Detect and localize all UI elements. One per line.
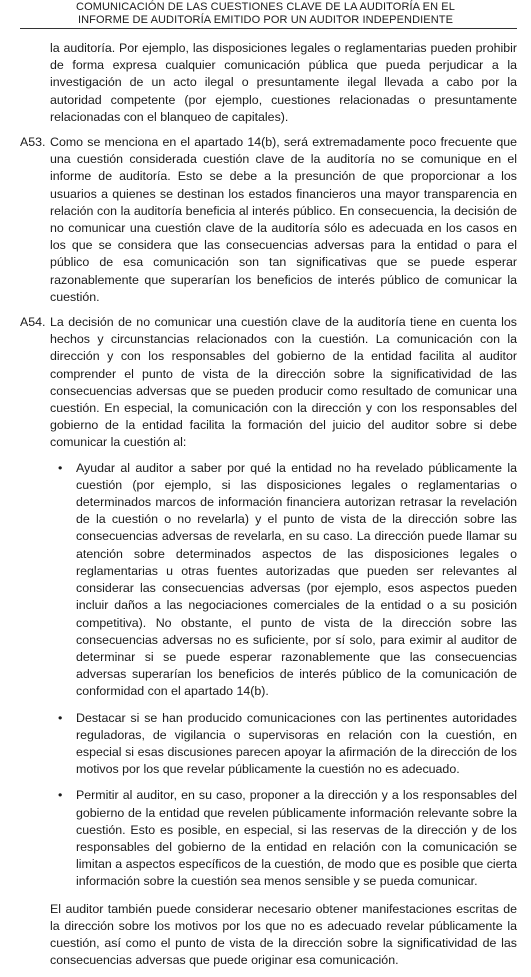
list-item <box>50 460 517 701</box>
paragraph-number: A54. <box>20 315 46 330</box>
paragraph-text: La decisión de no comunicar una cuestión clave de la auditoría tiene en cuenta los hechos y circunstancias relacionados con la cuestión. La comunicación con la dirección y con los responsables del gobierno de la entidad facilita al auditor comprender el punto de vista de la dirección sobre la significatividad de las consecuencias adversas que se pueden producir como resultado de comunicar una cuestión. En especial, la comunicación con la dirección y con los responsables del gobierno de la entidad facilita la formación del juicio del auditor sobre si debe comunicar la cuestión al: <box>50 315 517 450</box>
list-item <box>50 710 517 779</box>
paragraph-text: Como se menciona en el apartado 14(b), será extremadamente poco frecuente que una cuestión considerada cuestión clave de la auditoría no se comunique en el informe de auditoría. Esto se debe a la presunción de que proporcionar a los usuarios a quienes se destinan los estados financieros una mayor transparencia en relación con la auditoría beneficia al interés público. En consecuencia, la decisión de no comunicar una cuestión clave de la auditoría sólo es adecuada en los casos en los que se considera que las consecuencias adversas para la entidad o para el público de esa comunicación son tan significativas que se puede esperar razonablemente que superarían los beneficios de interés público de comunicar la cuestión. <box>50 135 517 304</box>
bullet-icon <box>50 460 76 701</box>
paragraph-a54 <box>20 314 517 452</box>
list-item-text: Permitir al auditor, en su caso, proponer a la dirección y a los responsables del gobierno de la entidad que revelen públicamente información relevante sobre la cuestión. Esto es posible, en especial, si las reservas de la dirección y de los responsables del gobierno de la entidad en relación con la comunicación se limitan a aspectos específicos de la cuestión, de modo que es posible que cierta información sobre la cuestión sea menos sensible y se pueda comunicar. <box>76 788 517 889</box>
bullet-icon <box>50 787 76 890</box>
paragraph-number: A53. <box>20 135 46 150</box>
running-header <box>0 1 531 27</box>
header-rule <box>20 28 517 29</box>
body-content <box>20 40 517 977</box>
continuation-paragraph: la auditoría. Por ejemplo, las disposiciones legales o reglamentarias pueden prohibir de forma expresa cualquier comunicación pública que pueda perjudicar a la investigación de un acto ilegal o presuntamente ilegal llevada a cabo por la autoridad competente (por ejemplo, cuestiones relacionadas o presuntamente relacionadas con el blanqueo de capitales). <box>50 41 517 124</box>
closing-paragraph: El auditor también puede considerar necesario obtener manifestaciones escritas de la dirección sobre los motivos por los que no es adecuado revelar públicamente la cuestión, así como el punto de vista de la dirección sobre la significatividad de las consecuencias adversas que puede originar esa comunicación. <box>50 901 517 968</box>
bullet-icon <box>50 710 76 779</box>
list-item-text: Ayudar al auditor a saber por qué la entidad no ha revelado públicamente la cuestión (por ejemplo, si las disposiciones legales o reglamentarias o determinados marcos de información financiera autorizan retrasar la revelación de la cuestión o no revelarla) y el punto de vista de la dirección sobre las consecuencias adversas de revelarla, en su caso. La dirección puede llamar su atención sobre determinados aspectos de las disposiciones legales o reglamentarias u otras fuentes autorizadas que pueden ser relevantes al considerar las consecuencias adversas (por ejemplo, esos aspectos pueden incluir daños a las negociaciones comerciales de la entidad o a su posición competitiva). No obstante, el punto de vista de la dirección sobre las consecuencias adversas no es suficiente, por sí solo, para eximir al auditor de determinar si se puede esperar razonablemente que las consecuencias adversas superarían los beneficios de interés público de la comunicación de conformidad con el apartado 14(b). <box>76 460 517 699</box>
header-line-2: INFORME DE AUDITORÍA EMITIDO POR UN AUDITOR INDEPENDIENTE <box>77 14 454 26</box>
header-line-1: COMUNICACIÓN DE LAS CUESTIONES CLAVE DE LA AUDITORÍA EN EL <box>76 1 455 13</box>
list-item-text: Destacar si se han producido comunicaciones con las pertinentes autoridades reguladoras, de vigilancia o supervisoras en relación con la cuestión, en especial si esas discusiones parecen apoyar la afirmación de la dirección de los motivos por los que revelar públicamente la cuestión no es adecuado. <box>76 710 517 777</box>
paragraph-a53 <box>20 134 517 306</box>
bullet-list <box>50 460 517 891</box>
list-item <box>50 787 517 890</box>
